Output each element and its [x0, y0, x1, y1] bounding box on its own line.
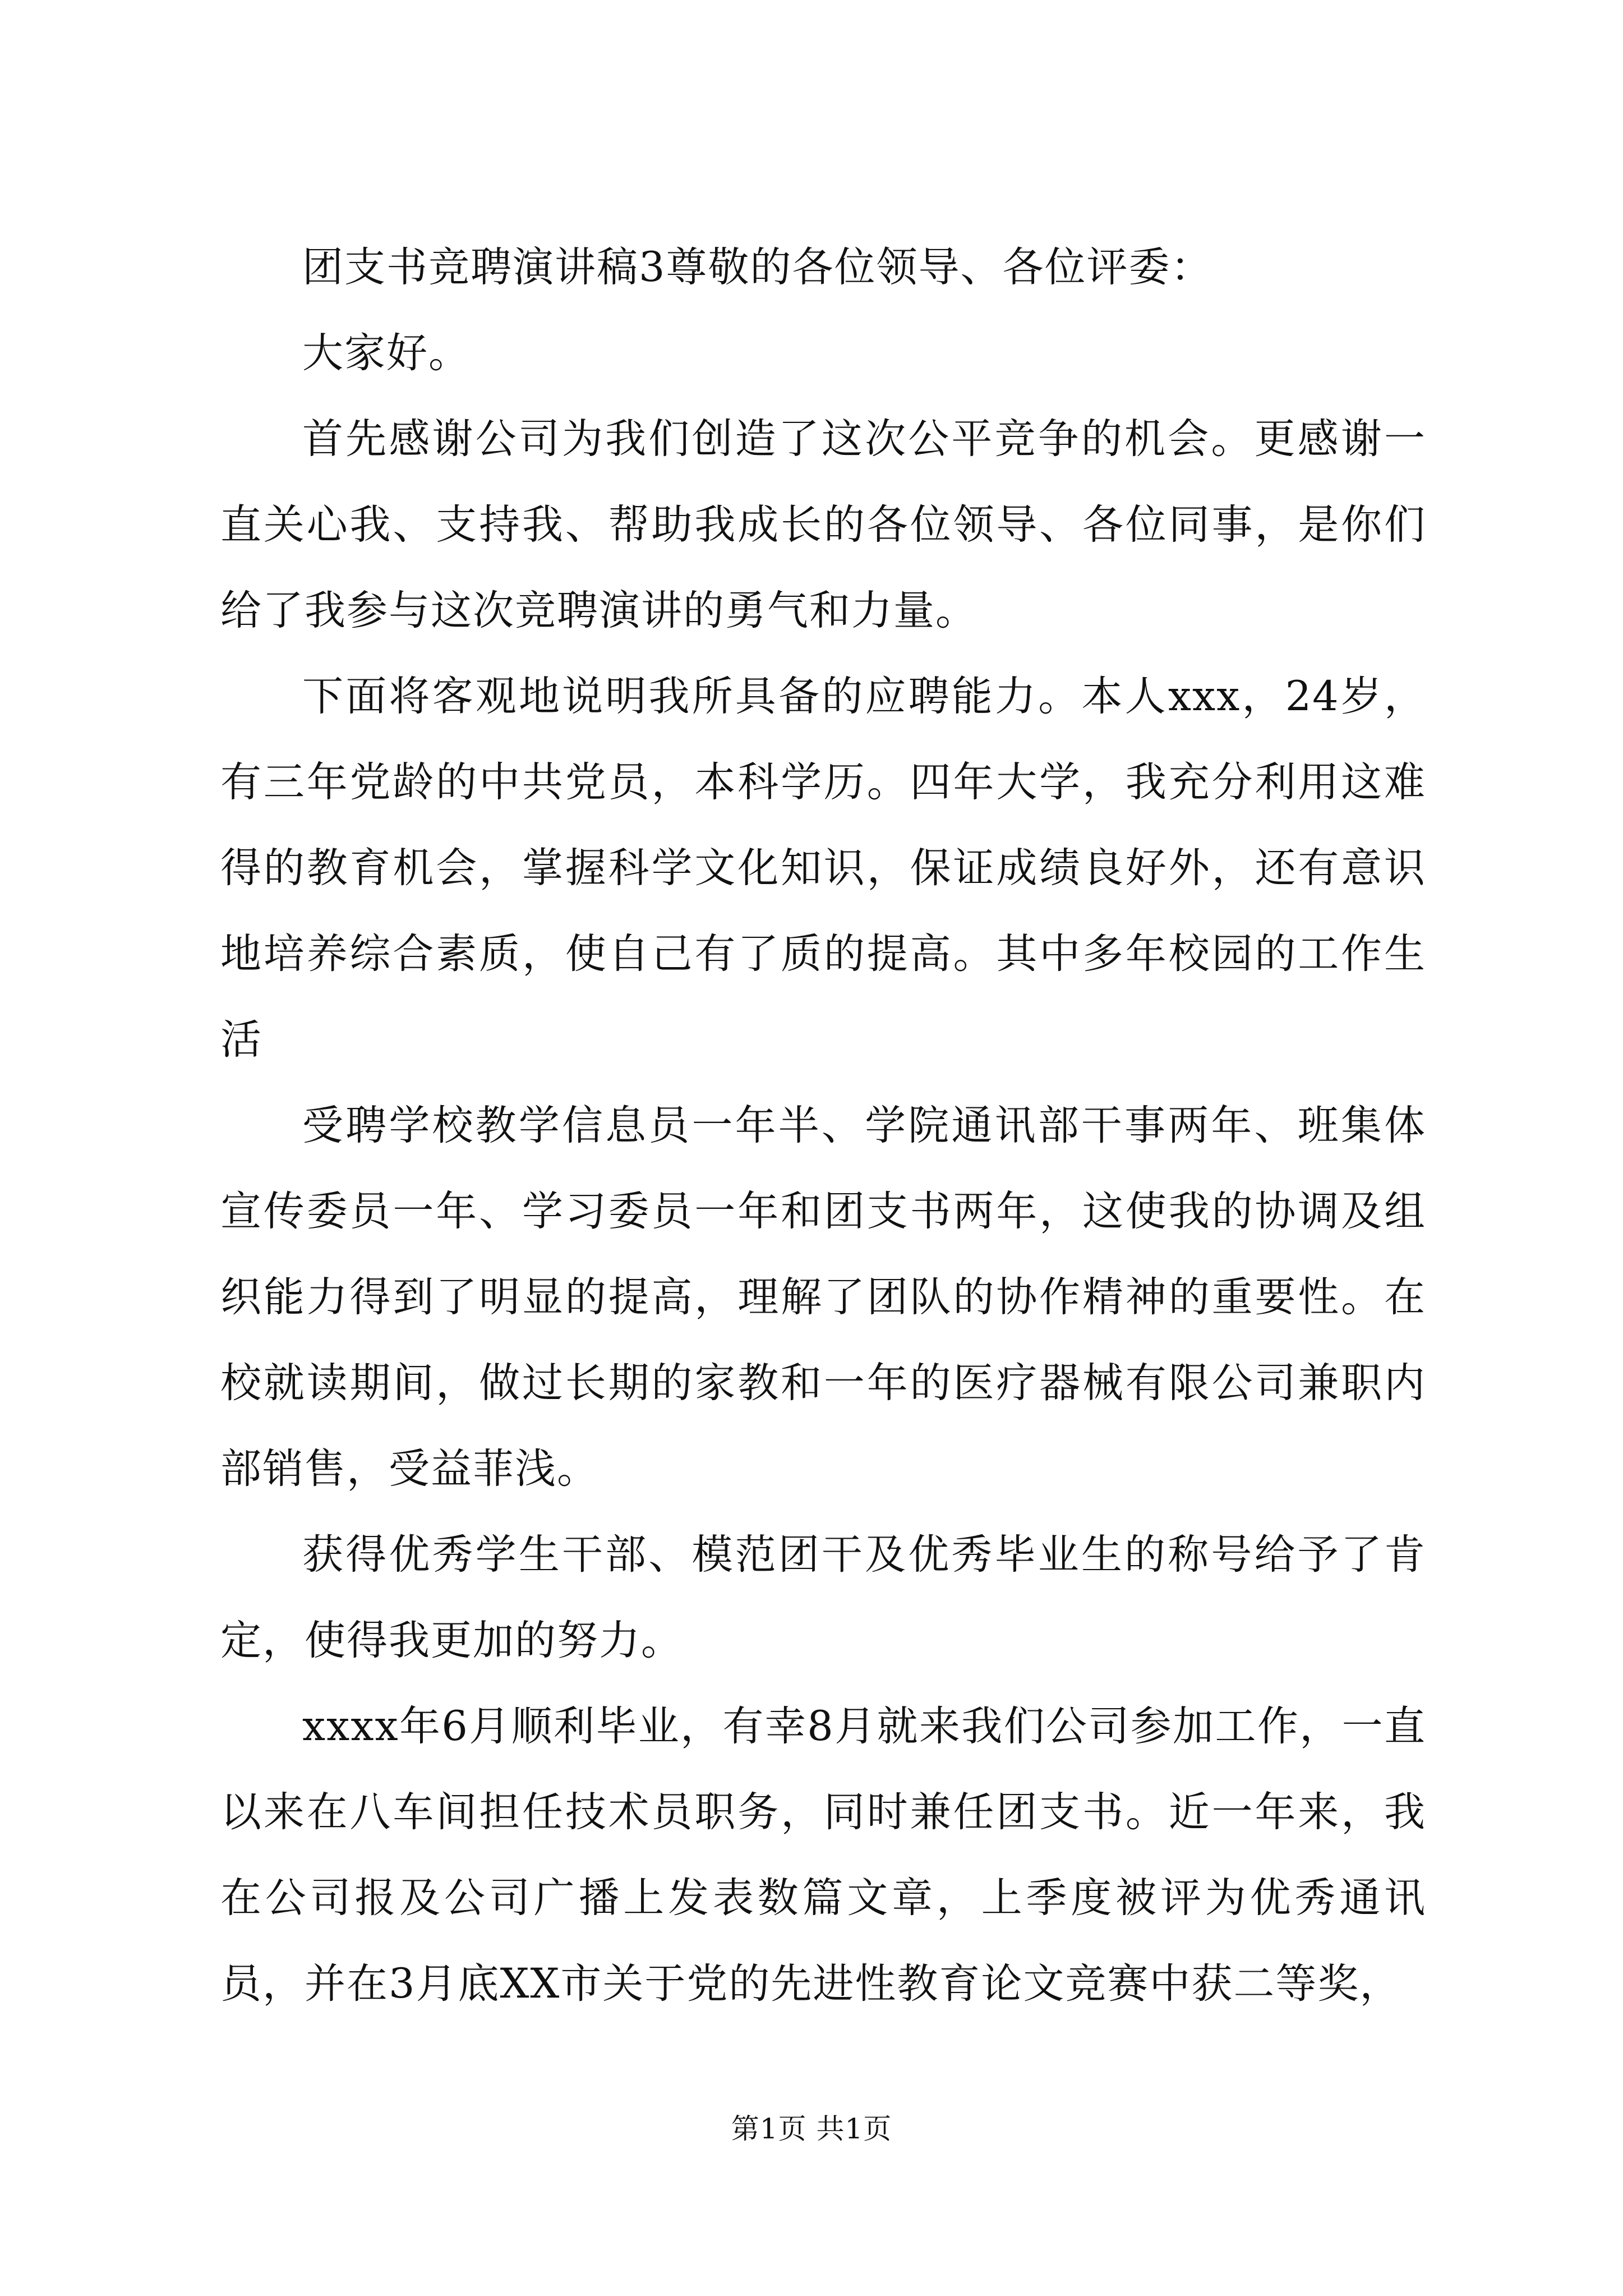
paragraph-thanks: 首先感谢公司为我们创造了这次公平竞争的机会。更感谢一直关心我、支持我、帮助我成长的各位领导、各位同事，是你们给了我参与这次竞聘演讲的勇气和力量。 [220, 415, 1426, 634]
paragraph-campus-roles: 受聘学校教学信息员一年半、学院通讯部干事两年、班集体宣传委员一年、学习委员一年和团支书两年，这使我的协调及组织能力得到了明显的提高，理解了团队的协作精神的重要性。在校就读期间，做过长期的家教和一年的医疗器械有限公司兼职内部销售，受益菲浅。 [220, 1102, 1426, 1493]
paragraph-hello: 大家好。 [302, 329, 471, 377]
paragraph-honors: 获得优秀学生干部、模范团干及优秀毕业生的称号给予了肯定，使得我更加的努力。 [220, 1531, 1426, 1664]
document-body [220, 224, 1426, 2027]
paragraph-title-greeting: 团支书竞聘演讲稿3尊敬的各位领导、各位评委： [302, 243, 1213, 291]
paragraph-qualifications: 下面将客观地说明我所具备的应聘能力。本人xxx，24岁，有三年党龄的中共党员，本科学历。四年大学，我充分利用这难得的教育机会，掌握科学文化知识，保证成绩良好外，还有意识地培养综合素质，使自己有了质的提高。其中多年校园的工作生活 [220, 673, 1426, 1064]
paragraph-work-experience: xxxx年6月顺利毕业，有幸8月就来我们公司参加工作，一直以来在八车间担任技术员职务，同时兼任团支书。近一年来，我在公司报及公司广播上发表数篇文章，上季度被评为优秀通讯员，并在3月底XX市关于党的先进性教育论文竞赛中获二等奖， [220, 1703, 1426, 2008]
page-footer: 第1页 共1页 [731, 2113, 892, 2145]
